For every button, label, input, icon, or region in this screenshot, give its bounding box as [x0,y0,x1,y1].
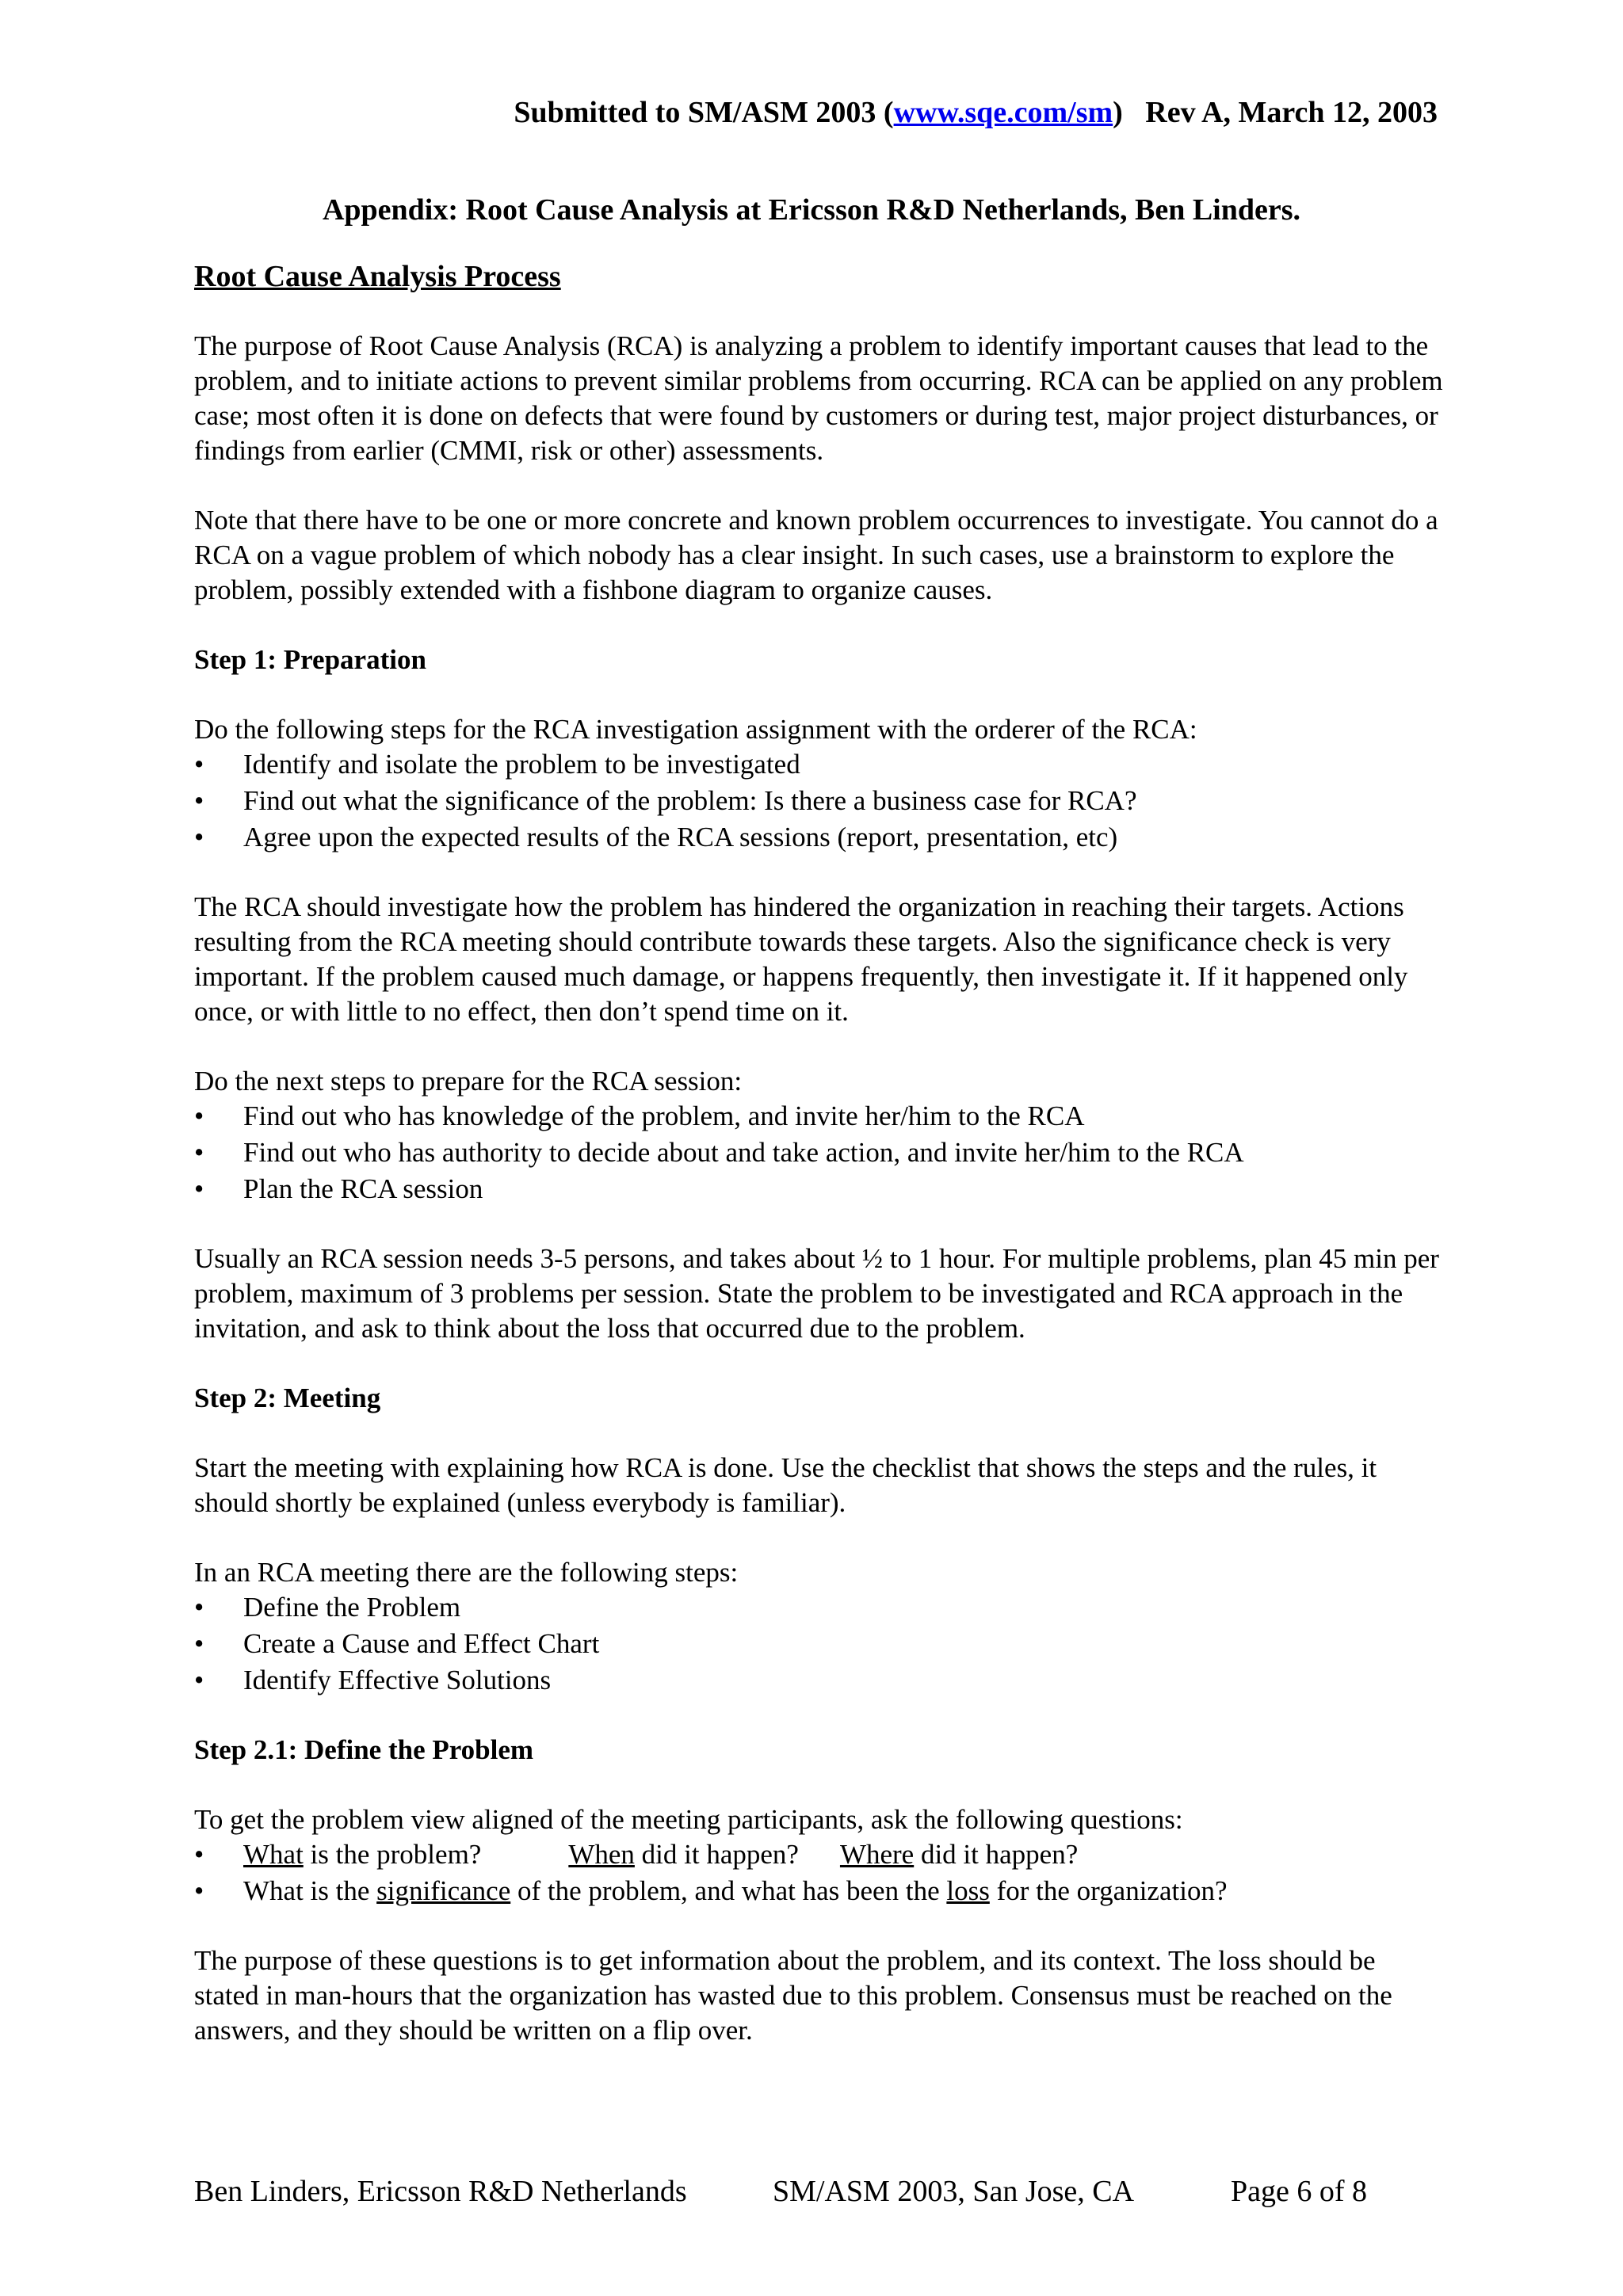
step1-bullet-list [194,747,1446,855]
question-what-rest: is the problem? [303,1839,482,1870]
step21-title: Step 2.1: Define the Problem [194,1734,534,1765]
question-where: Where [839,1839,915,1870]
question-when-rest: did it happen? [634,1839,799,1870]
list-item: • Find out who has knowledge of the problem, and invite her/him to the RCA [194,1099,1446,1134]
list-item: • Agree upon the expected results of the RCA sessions (report, presentation, etc) [194,820,1446,855]
main-content [194,257,1446,2083]
paragraph-note: Note that there have to be one or more concrete and known problem occurrences to investigate. You cannot do a RCA on a vague problem of which nobody has a clear insight. In such cases, use a brainstorm to explore the problem, possibly extended with a fishbone diagram to organize causes. [194,505,1438,605]
paragraph-meeting: Start the meeting with explaining how RCA is done. Use the checklist that shows the steps and the rules, it should shortly be explained (unless everybody is familiar). [194,1452,1377,1518]
list-item: • Define the Problem [194,1590,1446,1625]
list-item: • Identify Effective Solutions [194,1663,1446,1698]
question-when: When [568,1839,635,1870]
list-item: • Plan the RCA session [194,1172,1446,1207]
step2-bullet-list [194,1590,1446,1698]
question-loss: loss [946,1875,990,1906]
paragraph-purpose-questions: The purpose of these questions is to get information about the problem, and its context. The loss should be stated in man-hours that the organization has wasted due to this problem. Consensus must be reached on the answers, and they should be written on a flip over. [194,1945,1392,2046]
list-item: • Identify and isolate the problem to be investigated [194,747,1446,782]
list-item: • Create a Cause and Effect Chart [194,1627,1446,1661]
footer-author: Ben Linders, Ericsson R&D Netherlands [194,2175,687,2208]
question-what: What [243,1839,304,1870]
footer-page-number: Page 6 of 8 [1231,2175,1368,2208]
header-link[interactable]: www.sqe.com/sm [893,96,1113,129]
question-sig-c: for the organization? [989,1875,1228,1906]
step2-intro: In an RCA meeting there are the following steps: [194,1557,739,1588]
footer-event: SM/ASM 2003, San Jose, CA [773,2175,1135,2208]
list-item [194,1874,1446,1909]
page-header [514,95,1438,130]
question-sig-b: of the problem, and what has been the [510,1875,947,1906]
question-where-rest: did it happen? [914,1839,1079,1870]
list-item: • Find out who has authority to decide about and take action, and invite her/him to the RCA [194,1135,1446,1170]
step1-intro: Do the following steps for the RCA investigation assignment with the orderer of the RCA: [194,714,1197,745]
header-suffix: ) Rev A, March 12, 2003 [1113,96,1438,129]
step1-prepare-intro: Do the next steps to prepare for the RCA session: [194,1066,743,1097]
step2-title: Step 2: Meeting [194,1383,381,1413]
page-footer [194,2174,1367,2209]
list-item: • Find out what the significance of the problem: Is there a business case for RCA? [194,784,1446,818]
appendix-title: Appendix: Root Cause Analysis at Ericsson R&D Netherlands, Ben Linders. [322,193,1301,227]
question-sig-a: What is the [243,1875,377,1906]
header-prefix: Submitted to SM/ASM 2003 ( [514,96,894,129]
step21-intro: To get the problem view aligned of the meeting participants, ask the following questions: [194,1804,1183,1835]
step1-title: Step 1: Preparation [194,644,426,675]
step1-prepare-list [194,1099,1446,1207]
step21-question-list [194,1837,1446,1909]
section-title: Root Cause Analysis Process [194,260,561,293]
question-significance: significance [376,1875,511,1906]
paragraph-purpose: The purpose of Root Cause Analysis (RCA) is analyzing a problem to identify important causes that lead to the problem, and to initiate actions to prevent similar problems from occurring. RCA can be applied on any problem case; most often it is done on defects that were found by customers or during test, major project disturbances, or findings from earlier (CMMI, risk or other) assessments. [194,330,1443,466]
paragraph-targets: The RCA should investigate how the problem has hindered the organization in reaching their targets. Actions resulting from the RCA meeting should contribute towards these targets. Also the significance check is very important. If the problem caused much damage, or happens frequently, then investigate it. If it happened only once, or with little to no effect, then don’t spend time on it. [194,891,1408,1027]
paragraph-session: Usually an RCA session needs 3-5 persons, and takes about ½ to 1 hour. For multiple problems, plan 45 min per problem, maximum of 3 problems per session. State the problem to be investigated and RCA approach in the invitation, and ask to think about the loss that occurred due to the problem. [194,1243,1439,1344]
list-item [194,1837,1446,1872]
